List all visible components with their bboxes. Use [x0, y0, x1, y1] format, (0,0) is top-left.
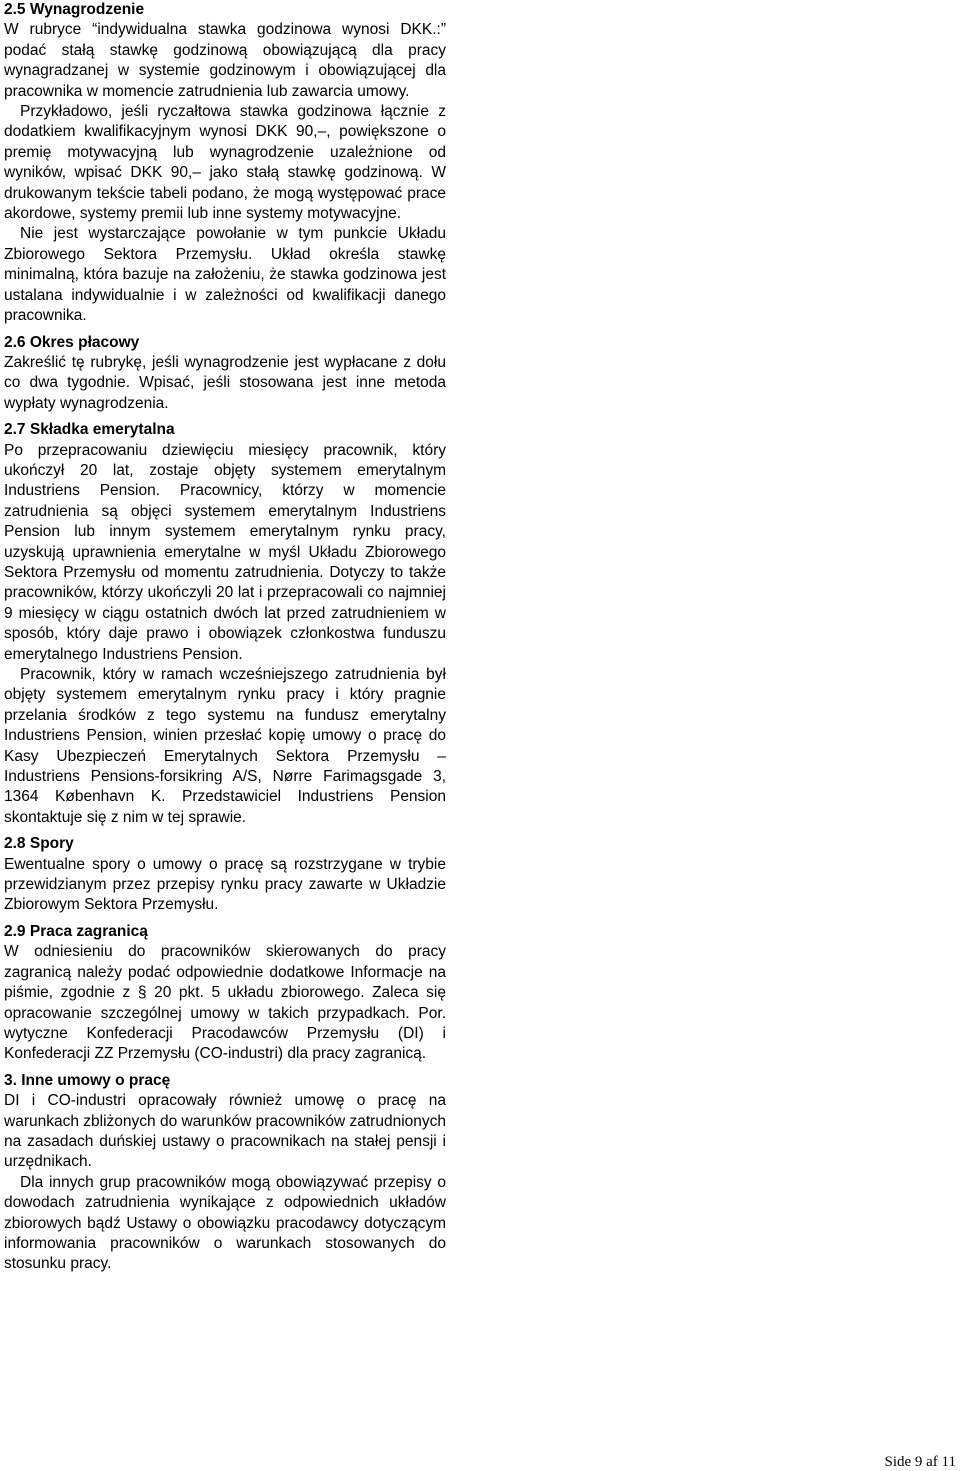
paragraph: Pracownik, który w ramach wcześniejszego zatrudnienia był objęty systemem emerytalnym rynku pracy i który pragnie przelania środków z tego systemu na fundusz emerytalny Industriens Pension, winien przesłać kopię umowy o pracę do Kasy Ubezpieczeń Emerytalnych Sektora Przemysłu – Industriens Pensions-forsikring A/S, Nørre Farimagsgade 3, 1364 København K. Przedstawiciel Industriens Pension skontaktuje się z nim w tej sprawie. [4, 666, 446, 826]
section-heading-2-8: 2.8 Spory [4, 835, 74, 853]
paragraph: W rubryce “indywidualna stawka godzinowa wynosi DKK.:” podać stałą stawkę godzinową obowiązującą dla pracy wynagradzanej w systemie godzinowym i obowiązującej dla pracownika w momencie zatrudnienia lub zawarcia umowy. [4, 21, 446, 100]
section-heading-2-7: 2.7 Składka emerytalna [4, 421, 175, 439]
paragraph: Nie jest wystarczające powołanie w tym punkcie Układu Zbiorowego Sektora Przemysłu. Układ określa stawkę minimalną, która bazuje na założeniu, że stawka godzinowa jest ustalana indywidualnie i w zależności od kwalifikacji danego pracownika. [4, 225, 446, 325]
page-number: Side 9 af 11 [884, 1454, 956, 1470]
paragraph: W odniesieniu do pracowników skierowanych do pracy zagranicą należy podać odpowiednie dodatkowe Informacje na piśmie, zgodnie z § 20 pkt. 5 układu zbiorowego. Zaleca się opracowanie szczególnej umowy w takich przypadkach. Por. wytyczne Konfederacji Pracodawców Przemysłu (DI) i Konfederacji ZZ Przemysłu (CO-industri) dla pracy zagranicą. [4, 943, 446, 1063]
paragraph: Zakreślić tę rubrykę, jeśli wynagrodzenie jest wypłacane z dołu co dwa tygodnie. Wpisać, jeśli stosowana jest inne metoda wypłaty wynagrodzenia. [4, 353, 446, 412]
document-column [4, 0, 446, 1275]
paragraph: Ewentualne spory o umowy o pracę są rozstrzygane w trybie przewidzianym przez przepisy rynku pracy zawarte w Układzie Zbiorowym Sektora Przemysłu. [4, 855, 446, 914]
paragraph: DI i CO-industri opracowały również umowę o pracę na warunkach zbliżonych do warunków pracowników zatrudnionych na zasadach duńskiej ustawy o pracownikach na stałej pensji i urzędnikach. [4, 1092, 446, 1171]
section-heading-2-6: 2.6 Okres płacowy [4, 333, 140, 351]
section-heading-3: 3. Inne umowy o pracę [4, 1071, 171, 1089]
paragraph: Po przepracowaniu dziewięciu miesięcy pracownik, który ukończył 20 lat, zostaje objęty systemem emerytalnym Industriens Pension. Pracownicy, którzy w momencie zatrudnienia są objęci systemem emerytalnym Industriens Pension lub innym systemem emerytalnym rynku pracy, uzyskują uprawnienia emerytalne w myśl Układu Zbiorowego Sektora Przemysłu od momentu zatrudnienia. Dotyczy to także pracowników, którzy ukończyli 20 lat i przepracowali co najmniej 9 miesięcy w ciągu ostatnich dwóch lat przed zatrudnieniem w sposób, który daje prawo i obowiązek członkostwa funduszu emerytalnego Industriens Pension. [4, 441, 446, 663]
section-heading-2-9: 2.9 Praca zagranicą [4, 922, 148, 940]
section-heading-2-5: 2.5 Wynagrodzenie [4, 1, 145, 18]
paragraph: Dla innych grup pracowników mogą obowiązywać przepisy o dowodach zatrudnienia wynikające z odpowiednich układów zbiorowych bądź Ustawy o obowiązku pracodawcy dotyczącym informowania pracowników o warunkach stosowanych do stosunku pracy. [4, 1173, 446, 1273]
paragraph: Przykładowo, jeśli ryczałtowa stawka godzinowa łącznie z dodatkiem kwalifikacyjnym wynosi DKK 90,–, powiększone o premię motywacyjną lub wynagrodzenie uzależnione od wyników, wpisać DKK 90,– jako stałą stawkę godzinową. W drukowanym tekście tabeli podano, że mogą występować prace akordowe, systemy premii lub inne systemy motywacyjne. [4, 103, 446, 223]
